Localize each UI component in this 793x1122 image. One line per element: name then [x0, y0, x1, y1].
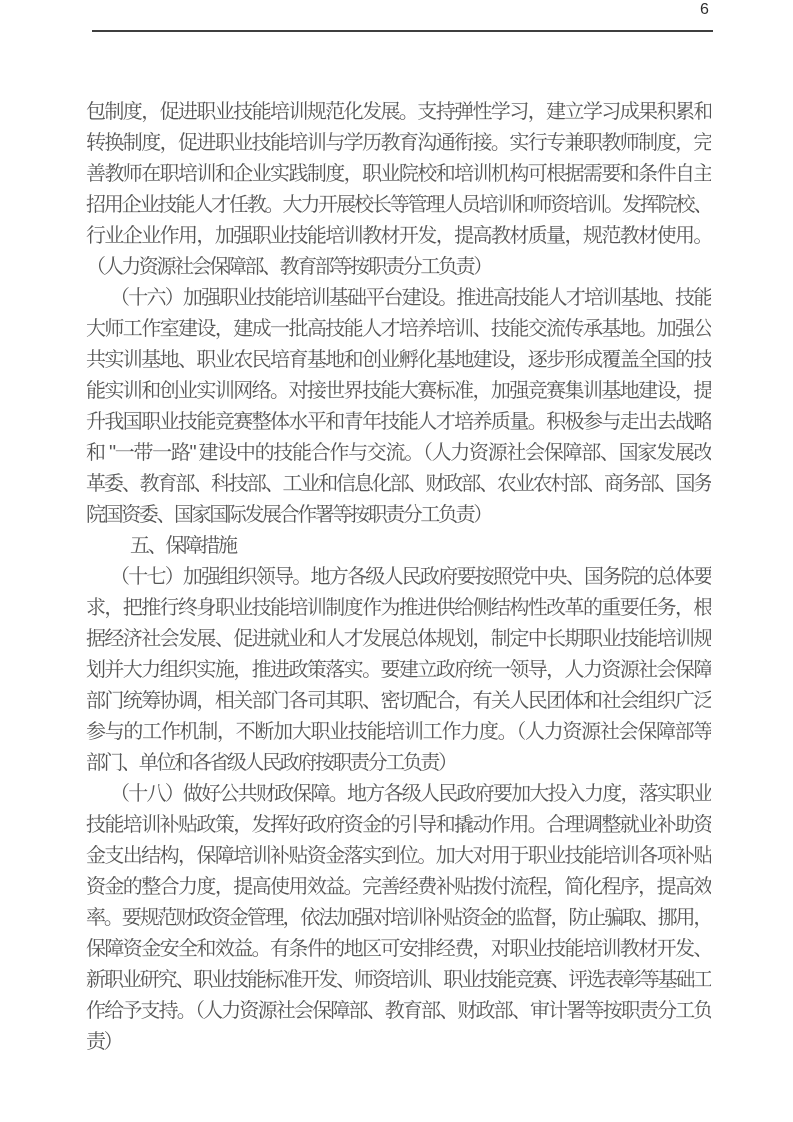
text-line: 升我国职业技能竞赛整体水平和青年技能人才培养质量。积极参与走出去战略	[86, 411, 711, 433]
text-line: （十六）加强职业技能培训基础平台建设。推进高技能人才培训基地、技能	[110, 287, 711, 309]
text-line: 保障资金安全和效益。有条件的地区可安排经费，对职业技能培训教材开发、	[86, 938, 711, 960]
text-line: 部门统筹协调，相关部门各司其职、密切配合，有关人民团体和社会组织广泛	[86, 690, 711, 712]
text-line: 资金的整合力度，提高使用效益。完善经费补贴拨付流程，简化程序，提高效	[86, 876, 711, 898]
text-line: 包制度，促进职业技能培训规范化发展。支持弹性学习，建立学习成果积累和	[86, 101, 711, 123]
text-line: 划并大力组织实施，推进政策落实。要建立政府统一领导，人力资源社会保障	[86, 659, 711, 681]
text-line: 能实训和创业实训网络。对接世界技能大赛标准，加强竞赛集训基地建设，提	[86, 380, 711, 402]
text-line: 招用企业技能人才任教。大力开展校长等管理人员培训和师资培训。发挥院校、	[86, 194, 711, 216]
text-line: 技能培训补贴政策，发挥好政府资金的引导和撬动作用。合理调整就业补助资	[86, 814, 711, 836]
text-line: 求，把推行终身职业技能培训制度作为推进供给侧结构性改革的重要任务，根	[86, 597, 711, 619]
text-line: 大师工作室建设，建成一批高技能人才培养培训、技能交流传承基地。加强公	[86, 318, 711, 340]
text-line: 责）	[86, 1031, 122, 1053]
text-line: 共实训基地、职业农民培育基地和创业孵化基地建设，逐步形成覆盖全国的技	[86, 349, 711, 371]
text-line: 据经济社会发展、促进就业和人才发展总体规划，制定中长期职业技能培训规	[86, 628, 711, 650]
text-line: 和 "一带一路" 建设中的技能合作与交流。（人力资源社会保障部、国家发展改	[86, 442, 711, 464]
page-number: 6	[700, 1, 709, 18]
text-line: 新职业研究、职业技能标准开发、师资培训、职业技能竞赛、评选表彰等基础工	[86, 969, 711, 991]
text-line: 五、保障措施	[130, 535, 236, 557]
text-line: 金支出结构，保障培训补贴资金落实到位。加大对用于职业技能培训各项补贴	[86, 845, 711, 867]
text-line: 院国资委、国家国际发展合作署等按职责分工负责）	[86, 504, 491, 526]
text-line: （十八）做好公共财政保障。地方各级人民政府要加大投入力度，落实职业	[110, 783, 711, 805]
text-line: （十七）加强组织领导。地方各级人民政府要按照党中央、国务院的总体要	[110, 566, 711, 588]
document-body	[86, 97, 711, 1058]
text-line: 参与的工作机制，不断加大职业技能培训工作力度。（人力资源社会保障部等	[86, 721, 711, 743]
text-line: 作给予支持。（人力资源社会保障部、教育部、财政部、审计署等按职责分工负	[86, 1000, 711, 1022]
text-line: 行业企业作用，加强职业技能培训教材开发，提高教材质量，规范教材使用。	[86, 225, 711, 247]
text-line: 部门、单位和各省级人民政府按职责分工负责）	[86, 752, 456, 774]
text-line: 善教师在职培训和企业实践制度，职业院校和培训机构可根据需要和条件自主	[86, 163, 711, 185]
text-line: 转换制度，促进职业技能培训与学历教育沟通衔接。实行专兼职教师制度，完	[86, 132, 711, 154]
text-line: 革委、教育部、科技部、工业和信息化部、财政部、农业农村部、商务部、国务	[86, 473, 711, 495]
text-line: （人力资源社会保障部、教育部等按职责分工负责）	[86, 256, 491, 278]
header-rule	[92, 30, 713, 32]
text-line: 率。要规范财政资金管理，依法加强对培训补贴资金的监督，防止骗取、挪用，	[86, 907, 711, 929]
